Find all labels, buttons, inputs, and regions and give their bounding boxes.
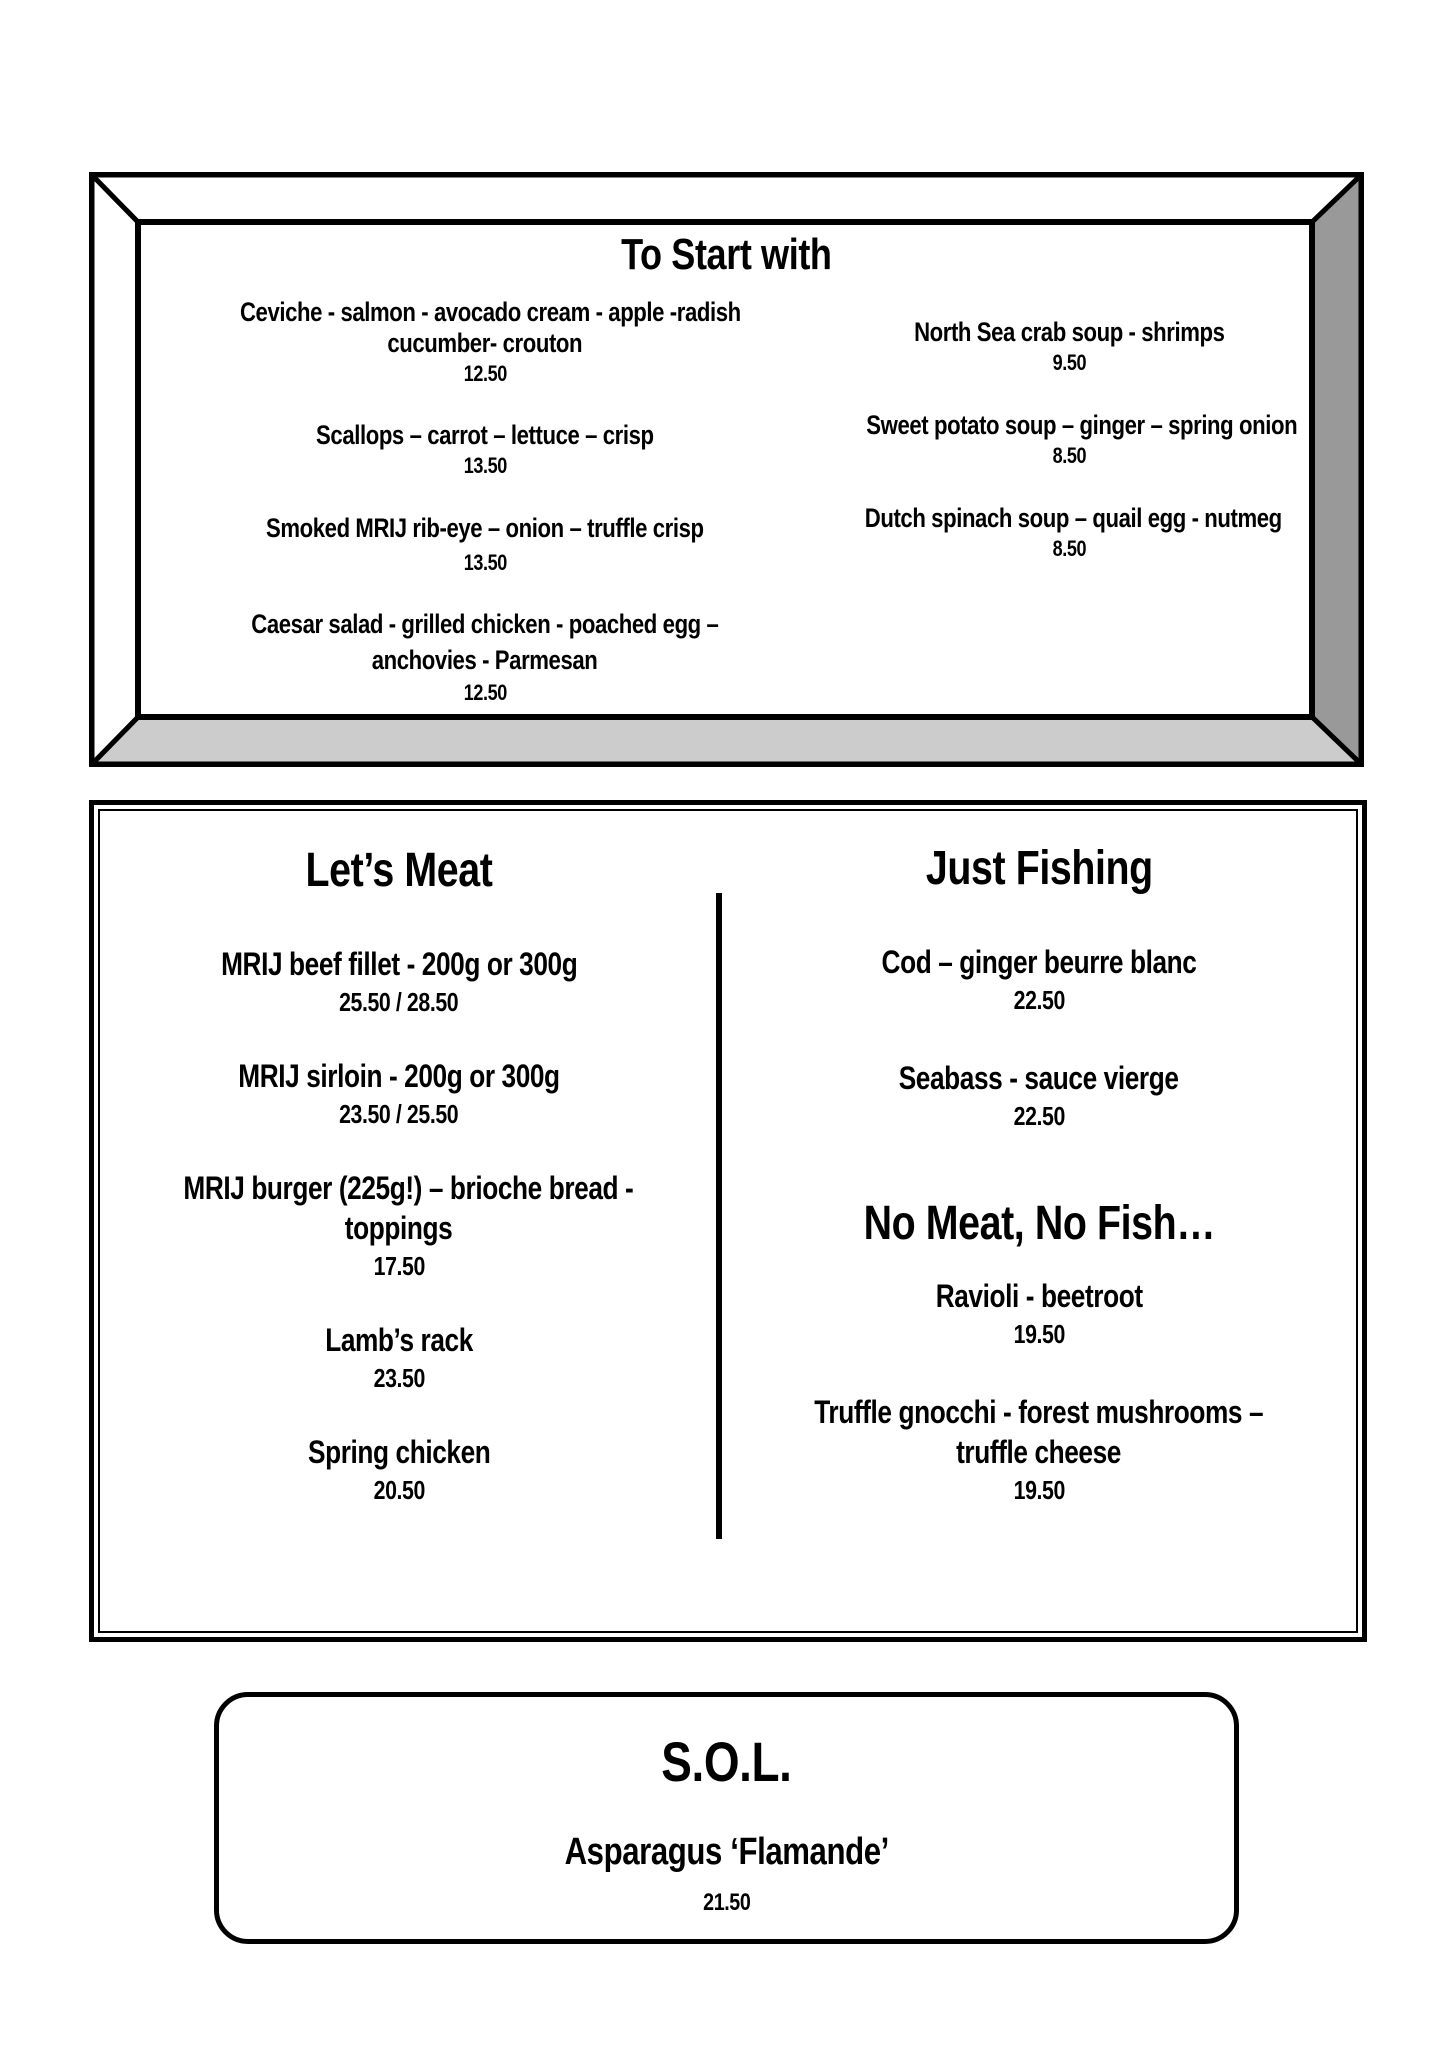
mains-section xyxy=(89,800,1367,1642)
item-price: 20.50 xyxy=(373,1475,425,1505)
column-divider xyxy=(716,893,722,1539)
menu-item xyxy=(185,297,785,389)
item-price: 19.50 xyxy=(1013,1319,1065,1349)
item-name: Ceviche - salmon - avocado cream - apple -radish xyxy=(239,297,741,327)
item-price: 13.50 xyxy=(463,453,507,478)
item-price: 23.50 / 25.50 xyxy=(339,1099,459,1129)
item-name: North Sea crab soup - shrimps xyxy=(913,317,1225,347)
item-price: 12.50 xyxy=(463,680,507,705)
meat-column xyxy=(134,843,664,1508)
menu-item xyxy=(134,1432,664,1508)
item-price: 12.50 xyxy=(463,361,507,386)
item-price: 8.50 xyxy=(1052,536,1086,561)
menu-item xyxy=(819,410,1319,471)
sol-title: S.O.L. xyxy=(661,1730,792,1793)
starters-section xyxy=(89,172,1364,767)
item-name: MRIJ beef fillet - 200g or 300g xyxy=(220,946,578,982)
menu-item xyxy=(185,420,785,481)
item-name: Cod – ginger beurre blanc xyxy=(881,944,1197,980)
item-price: 19.50 xyxy=(1013,1475,1065,1505)
item-name: Ravioli - beetroot xyxy=(935,1278,1143,1314)
menu-item xyxy=(759,1392,1319,1508)
menu-item xyxy=(819,503,1319,564)
item-name: Smoked MRIJ rib-eye – onion – truffle crisp xyxy=(266,513,704,543)
item-price: 22.50 xyxy=(1013,985,1065,1015)
menu-item xyxy=(759,1058,1319,1134)
item-price: 9.50 xyxy=(1052,350,1086,375)
item-name: Truffle gnocchi - forest mushrooms – xyxy=(814,1394,1264,1430)
item-name-line2: toppings xyxy=(345,1210,453,1246)
item-name-line2: cucumber- crouton xyxy=(387,328,583,358)
item-name: MRIJ burger (225g!) – brioche bread - xyxy=(183,1170,634,1206)
fish-column xyxy=(759,841,1319,1508)
menu-item xyxy=(185,513,785,578)
item-name: Caesar salad - grilled chicken - poached egg – xyxy=(251,609,719,639)
item-name: Asparagus ‘Flamande’ xyxy=(564,1831,889,1873)
item-price: 17.50 xyxy=(373,1251,425,1281)
menu-item xyxy=(134,1056,664,1132)
starters-title: To Start with xyxy=(621,230,832,279)
menu-item xyxy=(759,1276,1319,1352)
item-name: Lamb’s rack xyxy=(325,1322,473,1358)
item-price: 22.50 xyxy=(1013,1101,1065,1131)
item-name-line2: anchovies - Parmesan xyxy=(372,645,598,675)
sol-section xyxy=(214,1692,1239,1944)
item-price: 25.50 / 28.50 xyxy=(339,987,459,1017)
item-name: Sweet potato soup – ginger – spring onion xyxy=(866,410,1298,440)
starters-left-column xyxy=(185,297,785,708)
meat-title: Let’s Meat xyxy=(305,844,493,897)
menu-item xyxy=(185,606,785,708)
item-price: 21.50 xyxy=(702,1889,751,1916)
item-name-line2: truffle cheese xyxy=(956,1434,1122,1470)
menu-item xyxy=(134,944,664,1020)
starters-right-column xyxy=(819,317,1319,564)
item-name: MRIJ sirloin - 200g or 300g xyxy=(238,1058,560,1094)
item-price: 23.50 xyxy=(373,1363,425,1393)
fish-title: Just Fishing xyxy=(925,842,1153,895)
item-price: 8.50 xyxy=(1052,443,1086,468)
menu-item xyxy=(134,1320,664,1396)
item-name: Spring chicken xyxy=(307,1434,491,1470)
veg-title: No Meat, No Fish… xyxy=(863,1197,1215,1250)
item-name: Dutch spinach soup – quail egg - nutmeg xyxy=(864,503,1282,533)
menu-item xyxy=(819,317,1319,378)
menu-item xyxy=(759,942,1319,1018)
item-name: Seabass - sauce vierge xyxy=(899,1060,1179,1096)
menu-item xyxy=(134,1168,664,1284)
item-price: 13.50 xyxy=(463,550,507,575)
item-name: Scallops – carrot – lettuce – crisp xyxy=(316,420,654,450)
